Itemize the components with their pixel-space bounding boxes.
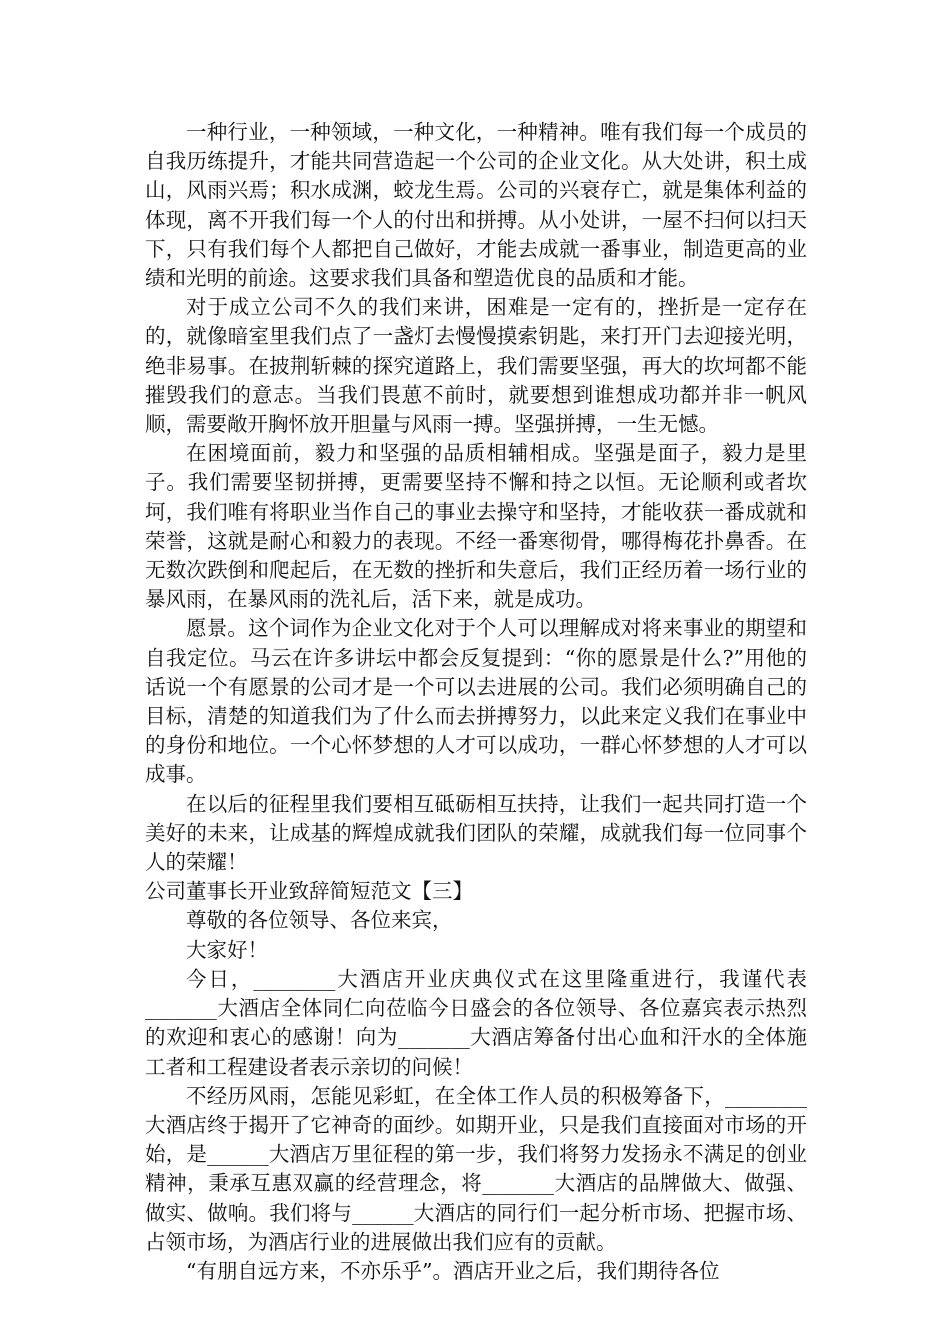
speech-paragraph-3: “有朋自远方来，不亦乐乎”。酒店开业之后，我们期待各位 [186,1258,720,1283]
body-paragraph-5: 在以后的征程里我们要相互砥砺相互扶持，让我们一起共同打造一个美好的未来，让成基的辉煌成就我们团队的荣耀，成就我们每一位同事个人的荣耀！ [145,791,807,875]
speech-paragraph-1: 今日，________大酒店开业庆典仪式在这里隆重进行，我谨代表_______大酒店全体同仁向莅临今日盛会的各位领导、各位嘉宾表示热烈的欢迎和衷心的感谢！向为_______大酒店筹备付出心血和汗水的全体施工者和工程建设者表示亲切的问候！ [145,966,807,1079]
body-paragraph-4: 愿景。这个词作为企业文化对于个人可以理解成对将来事业的期望和自我定位。马云在许多讲坛中都会反复提到：“你的愿景是什么?”用他的话说一个有愿景的公司才是一个可以去进展的公司。我们必须明确自己的目标，清楚的知道我们为了什么而去拼搏努力，以此来定义我们在事业中的身份和地位。一个心怀梦想的人才可以成功，一群心怀梦想的人才可以成事。 [145,616,807,787]
document-body [145,118,807,1286]
body-paragraph-2: 对于成立公司不久的我们来讲，困难是一定有的，挫折是一定存在的，就像暗室里我们点了一盏灯去慢慢摸索钥匙，来打开门去迎接光明，绝非易事。在披荆斩棘的探究道路上，我们需要坚强，再大的坎坷都不能摧毁我们的意志。当我们畏葸不前时，就要想到谁想成功都并非一帆风顺，需要敞开胸怀放开胆量与风雨一搏。坚强拼搏，一生无憾。 [145,295,807,437]
body-paragraph-1: 一种行业，一种领域，一种文化，一种精神。唯有我们每一个成员的自我历练提升，才能共同营造起一个公司的企业文化。从大处讲，积土成山，风雨兴焉；积水成渊，蛟龙生焉。公司的兴衰存亡，就是集体利益的体现，离不开我们每一个人的付出和拼搏。从小处讲，一屋不扫何以扫天下，只有我们每个人都把自己做好，才能去成就一番事业，制造更高的业绩和光明的前途。这要求我们具备和塑造优良的品质和才能。 [145,120,807,291]
body-paragraph-3: 在困境面前，毅力和坚强的品质相辅相成。坚强是面子，毅力是里子。我们需要坚韧拼搏，更需要坚持不懈和持之以恒。无论顺利或者坎坷，我们唯有将职业当作自己的事业去操守和坚持，才能收获一番成就和荣誉，这就是耐心和毅力的表现。不经一番寒彻骨，哪得梅花扑鼻香。在无数次跌倒和爬起后，在无数的挫折和失意后，我们正经历着一场行业的暴风雨，在暴风雨的洗礼后，活下来，就是成功。 [145,441,807,612]
section-heading: 公司董事长开业致辞简短范文【三】 [145,879,473,904]
speech-paragraph-2: 不经历风雨，怎能见彩虹，在全体工作人员的积极筹备下，________大酒店终于揭开了它神奇的面纱。如期开业，只是我们直接面对市场的开始，是______大酒店万里征程的第一步，我们将努力发扬永不满足的创业精神，秉承互惠双赢的经营理念，将_______大酒店的品牌做大、做强、做实、做响。我们将与______大酒店的同行们一起分析市场、把握市场、占领市场，为酒店行业的进展做出我们应有的贡献。 [145,1083,807,1254]
speech-salutation: 尊敬的各位领导、各位来宾， [186,908,453,933]
speech-greeting: 大家好！ [186,937,268,962]
